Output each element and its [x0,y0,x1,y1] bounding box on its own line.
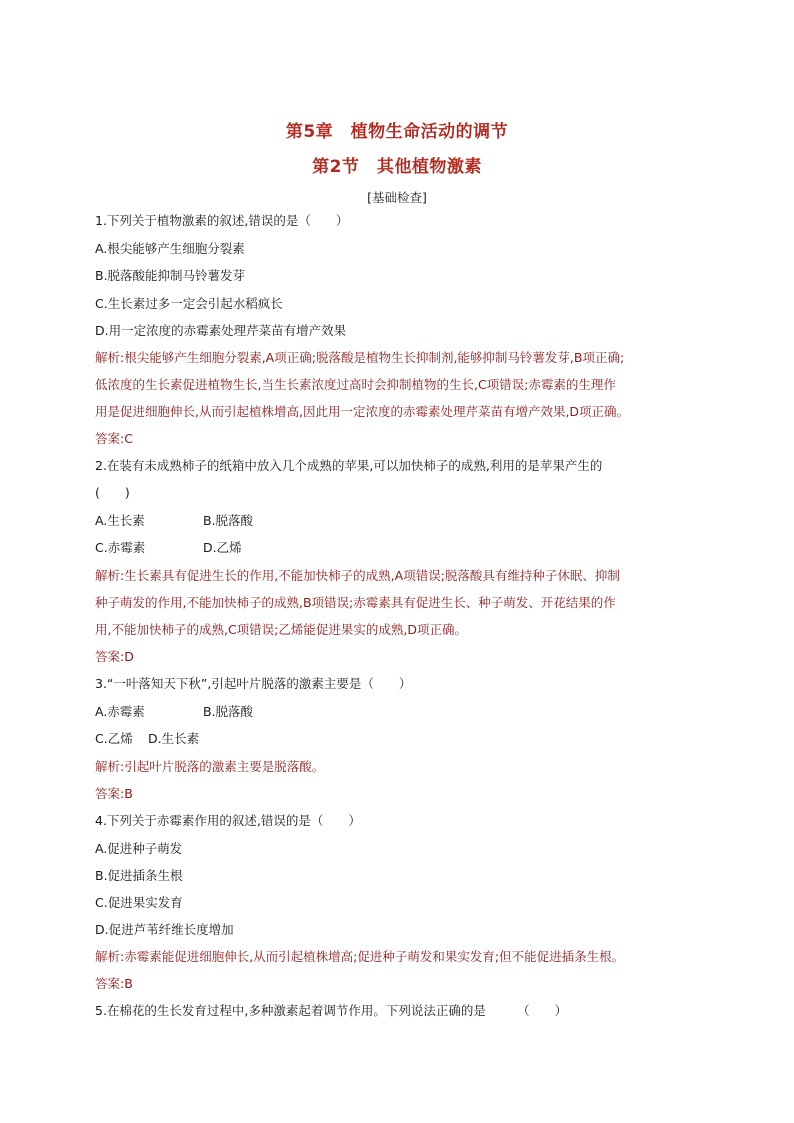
q1-option-d: D.用一定浓度的赤霉素处理芹菜苗有增产效果 [95,323,347,338]
q3-stem: 3.“一叶落知天下秋”,引起叶片脱落的激素主要是（ ） [95,676,412,691]
q5-stem: 5.在棉花的生长发育过程中,多种激素起着调节作用。下列说法正确的是 （ ） [95,1003,568,1018]
section-title: 第2节 其他植物激素 [312,157,482,177]
q1-explanation-line: 解析:根尖能够产生细胞分裂素,A项正确;脱落酸是植物生长抑制剂,能够抑制马铃薯发芽,B项正确; [95,350,625,365]
q4-option-a: A.促进种子萌发 [95,841,183,856]
q1-option-a: A.根尖能够产生细胞分裂素 [95,241,245,256]
q1-stem: 1.下列关于植物激素的叙述,错误的是（ ） [95,213,349,228]
q2-option-a: A.生长素 [95,513,145,528]
q1-explanation-line: 用是促进细胞伸长,从而引起植株增高,因此用一定浓度的赤霉素处理芹菜苗有增产效果,D项正确。 [95,404,630,419]
section-tag: [基础检查] [367,190,427,205]
q4-option-b: B.促进插条生根 [95,868,183,883]
q1-explanation-line: 低浓度的生长素促进植物生长,当生长素浓度过高时会抑制植物的生长,C项错误;赤霉素的生理作 [95,377,616,392]
q2-explanation-line: 解析:生长素具有促进生长的作用,不能加快柿子的成熟,A项错误;脱落酸具有维持种子休眠、抑制 [95,568,620,583]
q2-stem-blank: ( ) [95,485,130,500]
q4-explanation-line: 解析:赤霉素能促进细胞伸长,从而引起植株增高;促进种子萌发和果实发育;但不能促进插条生根。 [95,949,625,964]
q4-option-c: C.促进果实发育 [95,895,183,910]
q2-explanation-line: 种子萌发的作用,不能加快柿子的成熟,B项错误;赤霉素具有促进生长、种子萌发、开花结果的作 [95,595,616,610]
q1-option-b: B.脱落酸能抑制马铃薯发芽 [95,268,246,283]
q1-answer: 答案:C [95,431,133,446]
q1-option-c: C.生长素过多一定会引起水稻疯长 [95,296,283,311]
q2-stem: 2.在装有未成熟柿子的纸箱中放入几个成熟的苹果,可以加快柿子的成熟,利用的是苹果产生的 [95,458,603,473]
q3-option-d: D.生长素 [148,731,200,746]
q4-answer: 答案:B [95,976,133,991]
q2-option-b: B.脱落酸 [203,513,254,528]
q2-answer: 答案:D [95,649,134,664]
q2-option-c: C.赤霉素 [95,540,146,555]
q2-option-d: D.乙烯 [203,540,242,555]
q3-option-a: A.赤霉素 [95,704,145,719]
q4-stem: 4.下列关于赤霉素作用的叙述,错误的是（ ） [95,813,361,828]
chapter-title: 第5章 植物生命活动的调节 [285,122,509,142]
q4-option-d: D.促进芦苇纤维长度增加 [95,922,234,937]
q3-option-b: B.脱落酸 [203,704,254,719]
q3-option-c: C.乙烯 [95,731,133,746]
q3-answer: 答案:B [95,786,133,801]
q3-explanation-line: 解析:引起叶片脱落的激素主要是脱落酸。 [95,759,325,774]
q2-explanation-line: 用,不能加快柿子的成熟,C项错误;乙烯能促进果实的成熟,D项正确。 [95,622,467,637]
